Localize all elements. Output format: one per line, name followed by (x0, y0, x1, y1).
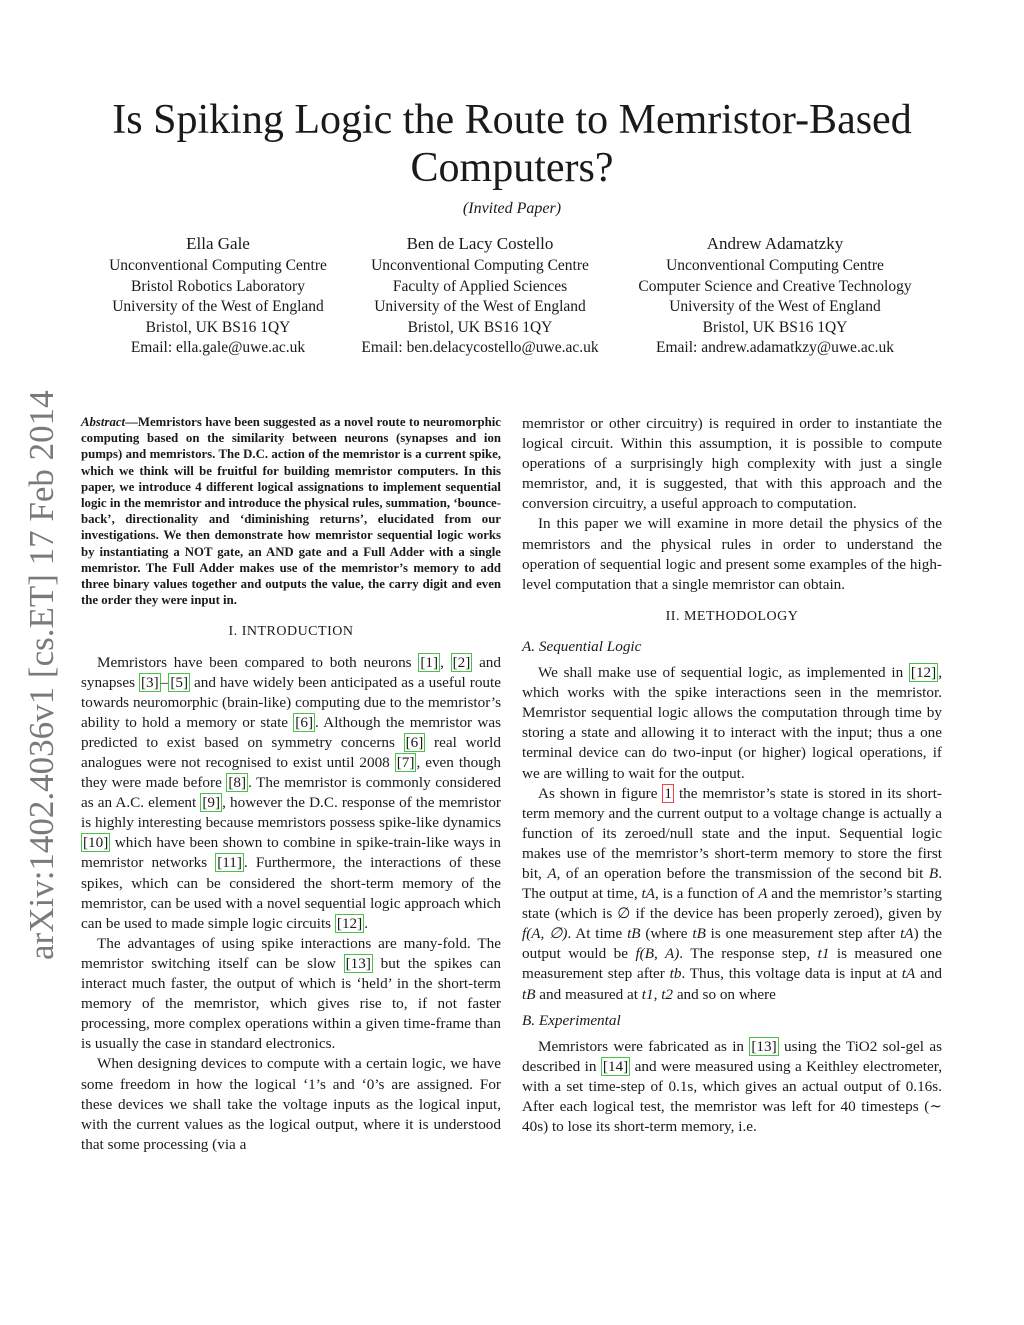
text-run: is one measurement step after (705, 925, 901, 943)
text-run: Memristors were fabricated as in (538, 1037, 750, 1055)
text-run: . (364, 914, 369, 932)
text-run: , is a function of (655, 885, 759, 903)
abstract (81, 414, 501, 608)
author-name: Ella Gale (186, 234, 250, 253)
math: tA (901, 965, 916, 983)
affiliation-line: Unconventional Computing Centre (666, 257, 884, 274)
affiliation-line: University of the West of England (112, 298, 324, 316)
paragraph: memristor or other circuitry) is required in order to instantiate the logical circuit. Within this assumption, it is possible to compute operations of a surprisingly high complexity with just a single memristor, and, it is suggested, that with this approach and the conversion circuitry, a useful approach to computation. (522, 415, 942, 513)
author-block (622, 232, 928, 359)
text-run: and synapses (81, 653, 501, 691)
text-run: real world analogues were not recognised to exist until 2008 (81, 733, 501, 771)
text-run: and so on where (673, 985, 776, 1003)
citation-link[interactable]: [14] (602, 1057, 629, 1075)
subsection-heading: B. Experimental (522, 1011, 621, 1029)
math: tA (641, 885, 656, 903)
math: A (758, 885, 768, 903)
paragraph: When designing devices to compute with a certain logic, we have some freedom in how the logical ‘1’s and ‘0’s are assigned. For these devices we shall take the voltage inputs as the logical input, with the current values as the logical output, where it is understood that some processing (via a (81, 1055, 501, 1153)
math: tB (692, 925, 706, 943)
figure-link[interactable]: 1 (664, 784, 673, 802)
affiliation-line: Bristol Robotics Laboratory (131, 277, 305, 295)
math: tB (522, 985, 536, 1003)
citation-link[interactable]: [1] (420, 653, 439, 671)
text-run: which have been shown to combine in spike-train-like ways in memristor networks (81, 834, 501, 872)
text-run: . Furthermore, the interactions of these spikes, which can be considered the short-term memory of the memristor, can be used with a novel sequential logic approach which can be used to made simple logic circuits (81, 854, 501, 932)
abstract-text: —Memristors have been suggested as a novel route to neuromorphic computing based on the similarity between neurons (synapses and ion pumps) and memristors. The D.C. action of the memristor is a current spike, which we think will be fruitful for building memristor computers. In this paper, we introduce 4 different logical assignations to implement sequential logic in the memristor and introduce the physical rules, summation, ‘bounce-back’, directionality and ‘diminishing returns’, elucidated from our investigations. We then demonstrate how memristor sequential logic works by instantiating a NOT gate, an AND gate and a Full Adder with a single memristor. The Full Adder makes use of the memristor’s memory to add three binary values together and outputs the value, the carry digit and even the order they were input in. (81, 415, 501, 608)
text-run: The advantages of using spike interactions are many-fold. The memristor switching itself can be slow (81, 934, 501, 972)
author-email: Email: ella.gale@uwe.ac.uk (130, 339, 306, 357)
affiliation-line: Computer Science and Creative Technology (638, 277, 912, 295)
math: t1 (817, 945, 830, 963)
math: tA (900, 925, 914, 943)
text-run: but the spikes can interact much faster, the output of which is ‘held’ in the short-term memory of the memristor, which gives rise to, if not faster processing, more complex operations within a given time-frame than is usually the case in standard electronics. (81, 954, 501, 1053)
paper-subtitle: (Invited Paper) (462, 200, 562, 217)
math: f(A, ∅) (522, 925, 568, 943)
citation-link[interactable]: [8] (228, 774, 247, 792)
author-email: Email: andrew.adamatkzy@uwe.ac.uk (656, 339, 894, 357)
text-run: , which works with the spike interactions seen in the memristor. Memristor sequential logic allows the computation through time by storing a state and allowing it to interact with the input; thus a one terminal device can do two-input (or higher) logical operations, if we are willing to wait for the output. (522, 664, 942, 782)
author-name: Ben de Lacy Costello (406, 234, 554, 253)
citation-link[interactable]: [10] (83, 834, 109, 852)
math: B (928, 864, 939, 882)
affiliation-line: Faculty of Applied Sciences (392, 277, 568, 295)
author-block (350, 232, 610, 359)
text-run: . The memristor is commonly considered as an A.C. element (81, 774, 501, 812)
math: A (547, 864, 557, 882)
citation-link[interactable]: [5] (170, 673, 189, 691)
paragraph (81, 934, 501, 1055)
right-column (522, 414, 942, 1137)
citation-link[interactable]: [7] (396, 754, 415, 771)
arxiv-identifier: arXiv:1402.4036v1 [cs.ET] 17 Feb 2014 (22, 390, 61, 960)
citation-link[interactable]: [6] (405, 733, 424, 751)
paragraph (522, 784, 942, 1005)
text-run: . At time (567, 925, 628, 943)
text-run: . Thus, this voltage data is input at (681, 965, 902, 983)
text-run: . The response step, (679, 945, 818, 963)
section-heading-methodology: II. METHODOLOGY (665, 608, 799, 624)
abstract-label: Abstract (81, 415, 126, 429)
author-name: Andrew Adamatzky (706, 234, 844, 253)
math: f(B, A) (635, 945, 680, 963)
affiliation-line: University of the West of England (374, 298, 586, 316)
text-run: We shall make use of sequential logic, as implemented in (538, 664, 909, 682)
citation-link[interactable]: [13] (751, 1037, 777, 1055)
text-run: , even though they were made before (81, 754, 502, 792)
text-run: and measured at (535, 985, 642, 1003)
text-run: – (160, 673, 169, 691)
paragraph (522, 663, 942, 784)
citation-link[interactable]: [13] (345, 954, 371, 972)
affiliation-line: Bristol, UK BS16 1QY (145, 318, 291, 336)
affiliation-line: Bristol, UK BS16 1QY (407, 318, 553, 336)
author-email: Email: ben.delacycostello@uwe.ac.uk (361, 339, 599, 357)
affiliation-line: Bristol, UK BS16 1QY (702, 318, 848, 336)
text-run: As shown in figure (538, 784, 663, 802)
text-run: and have widely been anticipated as a useful route towards neuromorphic (brain-like) computing due to the memristor’s ability to hold a memory or state (81, 673, 501, 731)
author-block (88, 232, 348, 359)
citation-link[interactable]: [9] (202, 794, 221, 812)
citation-link[interactable]: [3] (141, 673, 159, 691)
affiliation-line: University of the West of England (669, 298, 881, 316)
citation-link[interactable]: [11] (217, 854, 242, 872)
paper-title: Is Spiking Logic the Route to Memristor-Based Computers? (112, 97, 912, 191)
text-run: and were measured using a Keithley electrometer, with a set time-step of 0.1s, which gives an actual output of 0.16s. After each logical test, the memristor was left for 40 timesteps (∼ 40s) to lose its short-term memory, i.e. (522, 1057, 942, 1136)
text-run: ) the output would be (522, 925, 942, 963)
text-run: using the TiO2 sol-gel as described in (522, 1037, 942, 1075)
citation-link[interactable]: [12] (336, 914, 363, 932)
text-run: and (915, 965, 943, 983)
text-run: , however the D.C. response of the memristor is highly interesting because memristors possess spike-like dynamics (81, 794, 501, 832)
text-run: , of an operation before the transmission of the second bit (556, 864, 929, 882)
citation-link[interactable]: [6] (295, 713, 314, 731)
subsection-heading: A. Sequential Logic (522, 637, 642, 655)
paragraph (81, 653, 501, 934)
citation-link[interactable]: [2] (452, 653, 471, 671)
text-run: the memristor’s state is stored in its short-term memory and the current output to a voltage change is actually a function of its zeroed/null state and the input. Sequential logic makes use of the memristor’s short-term memory to store the first bit, (522, 784, 942, 882)
citation-link[interactable]: [12] (910, 664, 937, 682)
text-run: (where (640, 925, 693, 943)
text-run: . The output at time, (522, 864, 942, 903)
text-run: and the memristor’s starting state (which is ∅ if the device has been properly zeroed), given by (522, 885, 942, 923)
math: tB (627, 925, 641, 943)
affiliation-line: Unconventional Computing Centre (109, 257, 327, 274)
paragraph: In this paper we will examine in more detail the physics of the memristors and the physical rules in order to understand the operation of sequential logic and present some examples of the high-level computation that a single memristor can obtain. (522, 515, 942, 593)
text-run: Memristors have been compared to both neurons (97, 653, 419, 671)
text-run: . Although the memristor was predicted to exist based on symmetry concerns (81, 713, 501, 751)
paragraph (522, 1037, 942, 1137)
section-heading-introduction: I. INTRODUCTION (228, 624, 354, 640)
text-run: is measured one measurement step after (522, 945, 942, 983)
left-column (81, 414, 501, 1155)
text-run: , (440, 653, 451, 671)
math: t1, t2 (641, 985, 674, 1003)
math: tb (669, 965, 682, 983)
affiliation-line: Unconventional Computing Centre (371, 257, 589, 274)
